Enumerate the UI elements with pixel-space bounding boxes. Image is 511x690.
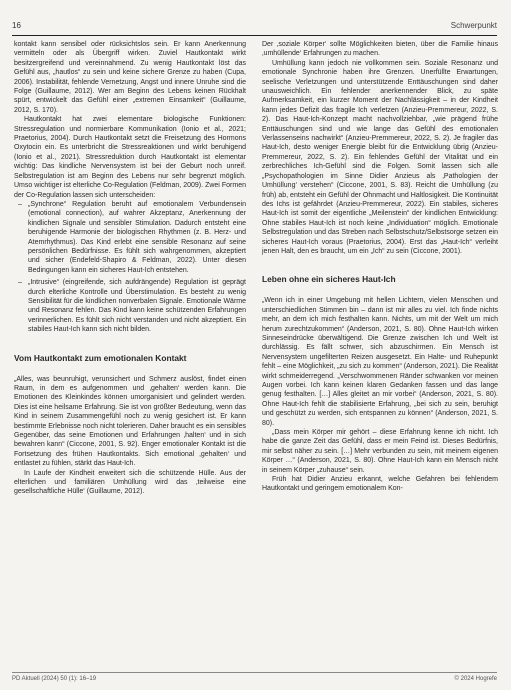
paragraph: „Dass mein Körper mir gehört – diese Erfahrung kenne ich nicht. Ich habe die ganze Zeit das Gefühl, dass er mein Feind ist. Dieses Bedürfnis, mir selbst näher zu sein. […] Mehr verbunden zu sein, mit meinem eigenen Körper …“ (Anderson, 2021, S. 80). Ohne Haut-Ich kann ein Mensch nicht in seinem Körper „zuhause“ sein. xyxy=(262,429,498,474)
list-item: – „Synchrone“ Regulation beruht auf emotionalem Verbundensein (emotional connection), auf wahrer Akzeptanz, Anerkennung der kindlichen Signale und sensibler Stimulation. Dadurch entsteht eine beruhigende Harmonie der biologischen Rhythmen (z. B. Herz- und Atemrhythmus). Das Kind erlebt eine sensible Resonanz auf seine persönlichen Bedürfnisse. Es fühlt sich wahrgenommen, akzeptiert und sicher (Endefeld-Shapiro & Feldman, 2022). Unter diesen Bedingungen kann ein sicheres Haut-Ich entstehen. xyxy=(22,200,246,275)
paragraph: In Laufe der Kindheit erweitert sich die schützende Hülle. Aus der elterlichen und familiären Umhüllung wird das ‚teilweise eine gesellschaftliche Hülle‘ (Guillaume, 2012). xyxy=(14,469,246,496)
section-heading: Leben ohne ein sicheres Haut-Ich xyxy=(262,274,396,285)
regulation-list xyxy=(14,200,246,335)
paragraph: Umhüllung kann jedoch nie vollkommen sein. Soziale Resonanz und emotionale Synchronie haben ihre Grenzen. Unerfüllte Erwartungen, seelische Verletzungen und unterstützende Enttäuschungen sind daher unausweichlich. Ein fehlender anerkennender Blick, zu späte Aufmerksamkeit, ein kurzer Moment der Nachlässigkeit – in der Kindheit kann jedes Defizit das fragile Ich verletzen (Anzieu-Premmereur, 2022, S. 2). Das Haut-Ich-Konzept macht nachvollziehbar, „wie prägend frühe Enttäuschungen sind und wie lange das Gefühl des emotionalen Verlassenseins nachwirkt“ (Anzieu-Premmereur, 2022, S. 2). Je fragiler das Haut-Ich, desto weniger Energie bleibt für die Entwicklung übrig (Anzieu-Premmereur, 2022, S. 2). Ein fehlendes Gefühl der Vitalität und ein zerbrechliches Ich-Gefühl sind die Folgen. Somit lassen sich alle „Psychopathologien im Sinne Didier Anzieus als ‚Pathologien der Umhüllung‘ verstehen“ (Ciccone, 2001, S. 83). Reicht die Umhüllung (zu früh) ab, entsteht ein Gefühl der Ohnmacht und Haltlosigkeit. Die Kontinuität des Ichs ist gefährdet (Anzieu-Premmereur, 2022). Ein stabiles, sicheres Haut-Ich ist somit der eigentliche „Meilenstein“ der kindlichen Entwicklung: Ohne stabiles Haut-Ich ist noch keine „Individuation“ möglich. Emotionale Selbstregulation und das Streben nach Selbstschutz/Selbstsorge setzen ein sicheres Haut-Ich voraus (Praetorius, 2004). Erst das „Haut-Ich“ verleiht jenen Halt, den es braucht, um ein „Ich“ zu sein (Ciccone, 2001). xyxy=(262,59,498,255)
page-header xyxy=(12,14,497,36)
right-column xyxy=(262,40,498,494)
header-rule xyxy=(12,35,497,36)
paragraph: „Wenn ich in einer Umgebung mit hellen Lichtern, vielen Menschen und unterschiedlichen Stimmen bin – dann ist mir alles zu viel. Ich finde nichts mehr, an dem ich mich festhalten kann. Nichts, um mit der Welt um mich herum zurechtzukommen“ (Anderson, 2021, S. 80). Ohne Haut-Ich wirken Sinneseindrücke überwältigend. Die Grenze zwischen Ich und Welt ist durchlässig. Es fällt schwer, sich abzuschirmen. Ein Mensch ist Nervensystem ungefilterten Reizen ausgesetzt. Ein Halte- und Ruhepunkt fehlt – eine Möglichkeit, „zu sich zu kommen“ (Anderson, 2021). Die Realität wirkt schmeiderregend. „Verschwommenen Ränder schwanken vor meinen Augen vorbei. Ich kann keinen klaren Gedanken fassen und das lange genug festhalten. […] Alles gleitet an mir vorbei“ (Anderson, 2021, S. 80). Ohne Haut-Ich fehlt die stabilisierte Erfahrung, „bei sich zu sein, beruhigt und geschützt zu werden, sich entspannen zu können“ (Anderson, 2021, S. 80). xyxy=(262,297,498,427)
paragraph: Der ‚soziale Körper‘ sollte Möglichkeiten bieten, über die Familie hinaus ‚umhüllende‘ Erfahrungen zu machen. xyxy=(262,41,498,58)
paragraph: kontakt kann sensibel oder rücksichtslos sein. Er kann Anerkennung vermitteln oder als Übergriff wirken. Zuviel Hautkontakt wirkt besitzergreifend und vereinnahmend. Zu wenig Hautkontakt löst das Gefühl aus, „hautlos“ zu sein und keine sichere Grenze zu haben (Cupa, 2006). Instabilität, fehlende Vernetzung, Angst und innere Unruhe sind die Folge (Guillaume, 2012). Wer am Beginn des Lebens keinen Rückhalt spürt, entwickelt das Gefühl einer „extremen Einsamkeit“ (Guillaume, 2012, S. 170). xyxy=(14,41,246,114)
page-number: 16 xyxy=(12,20,21,30)
paragraph: Hautkontakt hat zwei elementare biologische Funktionen: Stressregulation und normierbare Kommunikation (Ionio et al., 2021; Praetorius, 2004). Durch Hautkontakt setzt die Freisetzung des Hormons Oxytocin ein. Es unterbricht die Stressreaktionen und wirkt beruhigend (Ionio et al., 2021). Stressreduktion durch Hautkontakt ist elementar wichtig: Das kindliche Nervensystem ist bei der Geburt noch unreif. Selbstregulation ist am Beginn des Lebens nur sehr begrenzt möglich. Umso wichtiger ist elterliche Co-Regulation (Feldman, 2009). Zwei Formen der Co-Regulation lassen sich unterscheiden: xyxy=(14,116,246,199)
paragraph: Früh hat Didier Anzieu erkannt, welche Gefahren bei fehlendem Hautkontakt und geringem emotionalem Kon- xyxy=(262,476,498,493)
copyright: © 2024 Hogrefe xyxy=(454,676,497,682)
list-item: – „Intrusive“ (eingreifende, sich aufdrängende) Regulation ist geprägt durch elterliche Kontrolle und Überstimulation. Es besteht zu wenig Sensibilität für die kindlichen nonverbalen Signale. Emotionale Wärme und Resonanz fehlen. Das Kind kann keine schützenden Erfahrungen verinnerlichen. Es fühlt sich nicht verstanden und nicht akzeptiert. Ein stabiles Haut-Ich kann sich nicht bilden. xyxy=(22,278,246,334)
page-footer xyxy=(12,672,497,682)
section-title: Schwerpunkt xyxy=(450,20,497,30)
paragraph: „Alles, was beunruhigt, verunsichert und Schmerz auslöst, findet einen Raum, in dem es aufgenommen und ‚gehalten‘ werden kann. Die Emotionen des Kleinkindes können umorganisiert und gelindert werden. Dies ist eine heilsame Erfahrung. Sie ist von größter Bedeutung, wenn das Kind in seinem Zusammengefühl noch zu wenig gesichert ist. Er kann bestimmte Erlebnisse noch nicht tolerieren. Daher braucht es ein sensibles Gegenüber, das seine Emotionen und Erfahrungen ‚halten‘ und in sich bewahren kann“ (Ciccone, 2001, S. 92). Enger emotionaler Kontakt ist die Fortsetzung des frühen Hautkontakts. Sich emotional ‚gehalten‘ und entlastet zu fühlen, stärkt das Haut-Ich. xyxy=(14,375,246,468)
journal-citation: PD Aktuell (2024) 50 (1): 16–19 xyxy=(12,676,97,682)
section-heading: Vom Hautkontakt zum emotionalen Kontakt xyxy=(14,352,187,363)
left-column xyxy=(14,40,246,497)
